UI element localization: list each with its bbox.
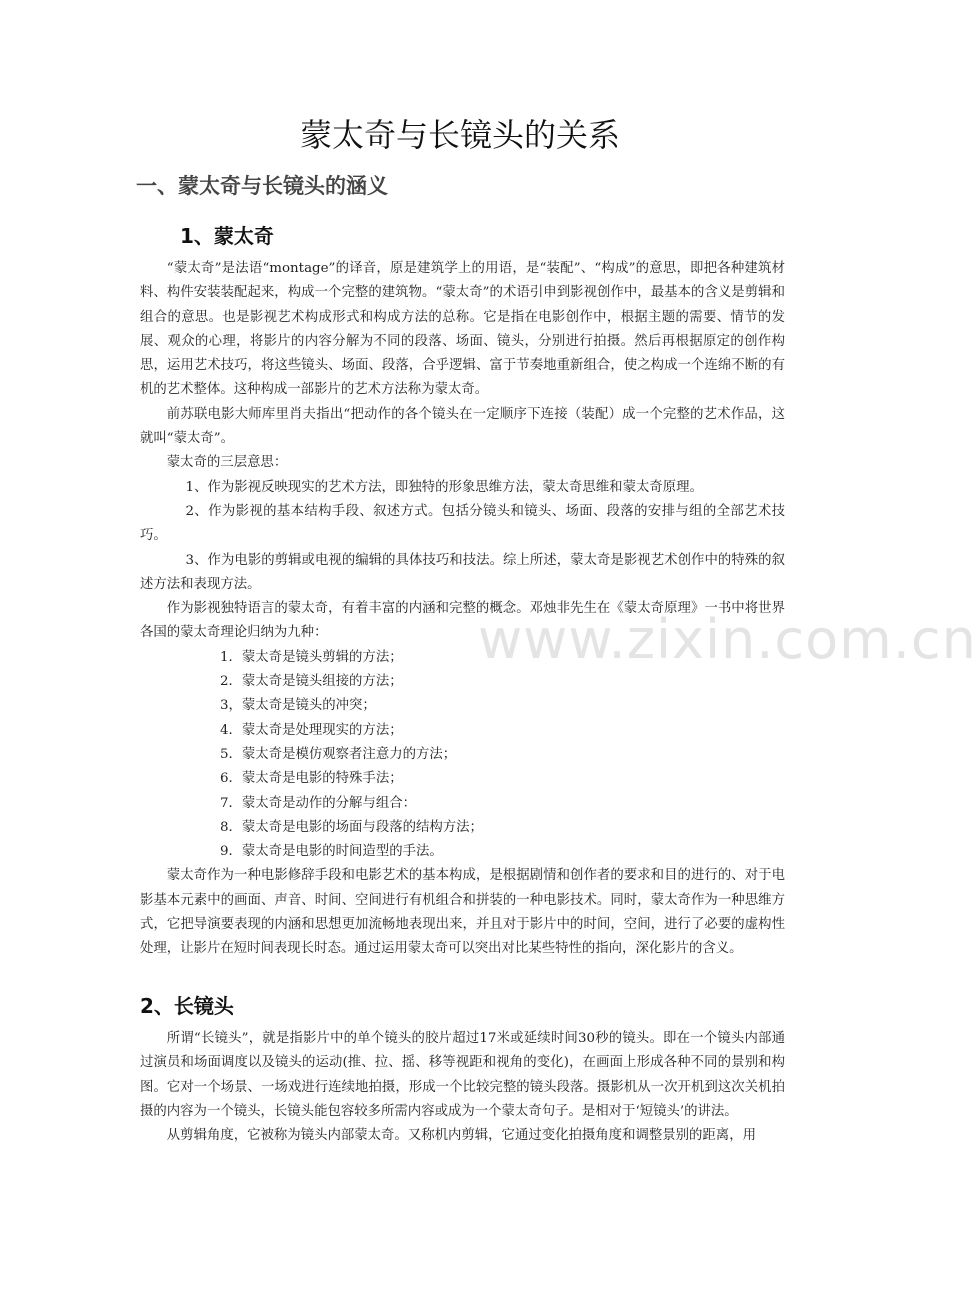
layer-item: 2、作为影视的基本结构手段、叙述方式。包括分镜头和镜头、场面、段落的安排与组的全部艺术技巧。 (140, 503, 785, 544)
list-item: 3，蒙太奇是镜头的冲突； (220, 698, 376, 714)
paragraph: 前苏联电影大师库里肖夫指出“把动作的各个镜头在一定顺序下连接（装配）成一个完整的艺术作品，这就叫“蒙太奇”。 (140, 406, 785, 447)
list-item: 6．蒙太奇是电影的特殊手法； (220, 771, 403, 787)
subsection-heading-montage: 1、蒙太奇 (180, 224, 274, 248)
list-item: 9．蒙太奇是电影的时间造型的手法。 (220, 844, 443, 860)
paragraph: 作为影视独特语言的蒙太奇，有着丰富的内涵和完整的概念。邓烛非先生在《蒙太奇原理》一书中将世界各国的蒙太奇理论归纳为九种： (140, 601, 785, 641)
subsection-heading-long-take: 2、长镜头 (140, 994, 234, 1018)
list-item: 2．蒙太奇是镜头组接的方法； (220, 674, 403, 690)
section-heading: 一、蒙太奇与长镜头的涵义 (136, 174, 388, 198)
montage-body (140, 257, 785, 962)
document-title: 蒙太奇与长镜头的关系 (299, 116, 620, 154)
paragraph: 蒙太奇作为一种电影修辞手段和电影艺术的基本构成，是根据剧情和创作者的要求和目的进行的、对于电影基本元素中的画面、声音、时间、空间进行有机组合和拼装的一种电影技术。同时，蒙太奇作为一种思维方式，它把导演要表现的内涵和思想更加流畅地表现出来，并且对于影片中的时间，空间，进行了必要的虚构性处理，让影片在短时间表现长时态。通过运用蒙太奇可以突出对比某些特性的指向，深化影片的含义。 (140, 868, 785, 957)
layer-item: 3、作为电影的剪辑或电视的编辑的具体技巧和技法。综上所述，蒙太奇是影视艺术创作中的特殊的叙述方法和表现方法。 (140, 552, 785, 592)
list-item: 5．蒙太奇是模仿观察者注意力的方法； (220, 746, 457, 762)
list-item: 4．蒙太奇是处理现实的方法； (220, 722, 403, 738)
list-item: 1．蒙太奇是镜头剪辑的方法； (220, 649, 403, 665)
paragraph: 蒙太奇的三层意思： (166, 455, 288, 471)
paragraph: 从剪辑角度，它被称为镜头内部蒙太奇。又称机内剪辑，它通过变化拍摄角度和调整景别的距离，用 (166, 1128, 756, 1144)
long-take-body (140, 1027, 785, 1148)
layer-item: 1、作为影视反映现实的艺术方法，即独特的形象思维方法，蒙太奇思维和蒙太奇原理。 (185, 479, 703, 495)
paragraph: “蒙太奇”是法语“montage”的译音，原是建筑学上的用语，是“装配”、“构成”的意思，即把各种建筑材料、构件安装装配起来，构成一个完整的建筑物。“蒙太奇”的术语引申到影视创作中，最基本的含义是剪辑和组合的意思。也是影视艺术构成形式和构成方法的总称。它是指在电影创作中，根据主题的需要、情节的发展、观众的心理，将影片的内容分解为不同的段落、场面、镜头，分别进行拍摄。然后再根据原定的创作构思，运用艺术技巧，将这些镜头、场面、段落，合乎逻辑、富于节奏地重新组合，使之构成一个连绵不断的有机的艺术整体。这种构成一部影片的艺术方法称为蒙太奇。 (140, 261, 785, 398)
list-item: 8．蒙太奇是电影的场面与段落的结构方法； (220, 819, 483, 835)
list-item: 7．蒙太奇是动作的分解与组合： (220, 795, 416, 811)
watermark: www.zixin.com.cn (478, 608, 977, 671)
paragraph: 所谓“长镜头”，就是指影片中的单个镜头的胶片超过17米或延续时间30秒的镜头。即在一个镜头内部通过演员和场面调度以及镜头的运动(推、拉、摇、移等视距和视角的变化)，在画面上形成各种不同的景别和构图。它对一个场景、一场戏进行连续地拍摄，形成一个比较完整的镜头段落。摄影机从一次开机到这次关机拍摄的内容为一个镜头，长镜头能包容较多所需内容或成为一个蒙太奇句子。是相对于‘短镜头’的讲法。 (140, 1031, 785, 1119)
